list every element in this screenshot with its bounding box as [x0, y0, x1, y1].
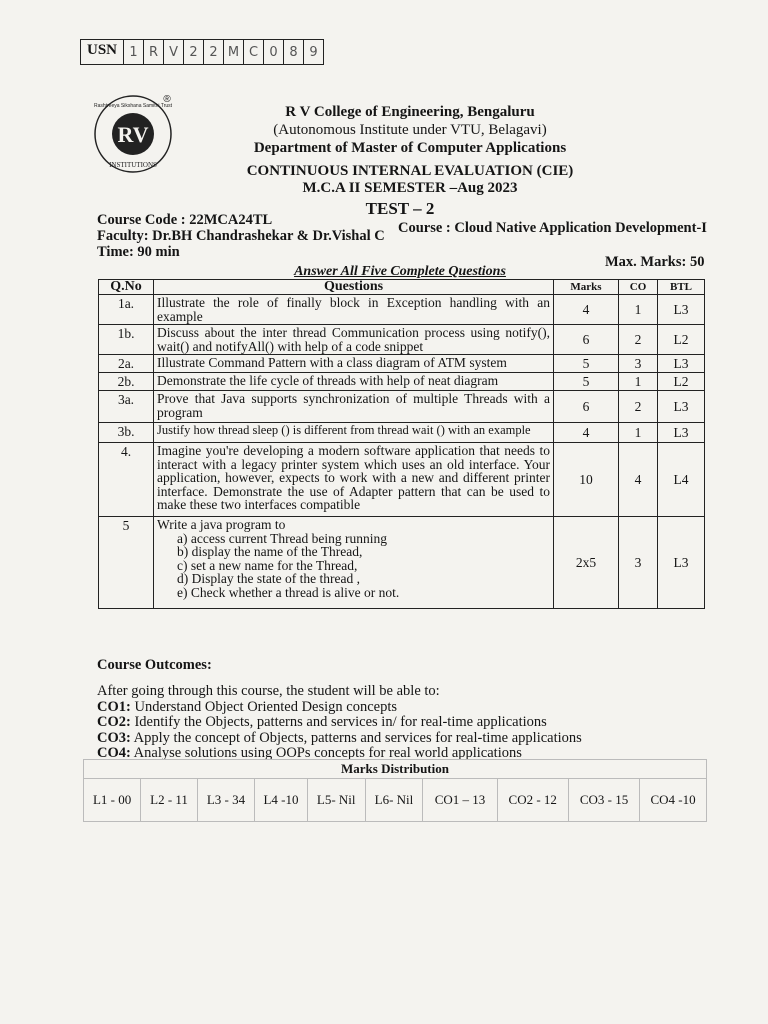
- course-outcome-item: [97, 715, 657, 731]
- marks-cell: CO3 - 15: [568, 779, 639, 822]
- q-co: 3: [619, 355, 658, 373]
- co-text: Analyse solutions using OOPs concepts for real world applications: [130, 745, 522, 761]
- q-marks: 10: [554, 443, 619, 517]
- co-text: Understand Object Oriented Design concepts: [130, 698, 397, 715]
- marks-cell: L4 -10: [255, 779, 308, 822]
- q-btl: L3: [658, 355, 705, 373]
- q5-item: d) Display the state of the thread ,: [177, 571, 360, 586]
- q-marks: 5: [554, 355, 619, 373]
- marks-distribution-table: [83, 759, 707, 822]
- course-outcomes-intro: After going through this course, the student will be able to:: [97, 683, 440, 699]
- header-btl: BTL: [658, 280, 705, 295]
- q-btl: L2: [658, 373, 705, 391]
- q-btl: L3: [658, 295, 705, 325]
- q-co: 3: [619, 517, 658, 609]
- q-btl: L4: [658, 443, 705, 517]
- q-co: 1: [619, 295, 658, 325]
- q5-item: b) display the name of the Thread,: [177, 544, 363, 559]
- marks-cell: L6- Nil: [365, 779, 423, 822]
- co-code: CO1:: [97, 698, 131, 715]
- q-text: Discuss about the inter thread Communication process using notify(), wait() and notifyAll() with help of a code snippet: [154, 325, 554, 355]
- table-row: [99, 325, 705, 355]
- q5-intro: Write a java program to: [157, 517, 286, 532]
- usn-cell: 8: [284, 40, 304, 64]
- q-co: 2: [619, 325, 658, 355]
- faculty: Faculty: Dr.BH Chandrashekar & Dr.Vishal C: [97, 228, 385, 244]
- q-text: Imagine you're developing a modern software application that needs to interact with a legacy printer system which uses an old interface. Your application, however, expects to work with a new and different printer interface. Demonstrate the use of Adapter pattern that can be used to make these two interfaces compatible: [154, 443, 554, 517]
- affiliation: (Autonomous Institute under VTU, Belagavi): [273, 122, 547, 138]
- marks-cell: CO4 -10: [640, 779, 707, 822]
- q-marks: 6: [554, 391, 619, 423]
- course-code: Course Code : 22MCA24TL: [97, 212, 273, 228]
- usn-cell: 0: [264, 40, 284, 64]
- logo-letters: RV: [117, 122, 149, 147]
- college-header: [180, 103, 640, 157]
- header-marks: Marks: [554, 280, 619, 295]
- q-marks: 5: [554, 373, 619, 391]
- college-name: R V College of Engineering, Bengaluru: [285, 104, 535, 120]
- q-marks: 4: [554, 295, 619, 325]
- q-number: 5: [99, 517, 154, 609]
- usn-cell: 9: [309, 45, 318, 60]
- max-marks: Max. Marks: 50: [605, 254, 705, 270]
- usn-cell: M: [224, 40, 244, 64]
- college-logo: [92, 93, 174, 175]
- q-btl: L3: [658, 391, 705, 423]
- table-header-row: [99, 280, 705, 295]
- q-number: 2a.: [99, 355, 154, 373]
- logo-arc-bottom: INSTITUTIONS: [109, 161, 157, 169]
- q-text: Justify how thread sleep () is different from thread wait () with an example: [154, 423, 554, 443]
- q-marks: 2x5: [554, 517, 619, 609]
- course-name: Course : Cloud Native Application Development-I: [398, 220, 707, 236]
- time: Time: 90 min: [97, 244, 180, 260]
- course-outcomes-title: Course Outcomes:: [97, 657, 212, 673]
- q-text: Demonstrate the life cycle of threads with help of neat diagram: [154, 373, 554, 391]
- instructions: Answer All Five Complete Questions: [294, 264, 506, 279]
- q-number: 1b.: [99, 325, 154, 355]
- registered-mark: ®: [163, 94, 171, 105]
- q-co: 1: [619, 373, 658, 391]
- co-text: Identify the Objects, patterns and services in/ for real-time applications: [130, 714, 547, 730]
- header-qno: Q.No: [99, 280, 154, 295]
- course-outcome-item: [97, 731, 657, 747]
- q5-text: [154, 517, 554, 609]
- header-questions: Questions: [154, 280, 554, 295]
- q5-item: c) set a new name for the Thread,: [177, 557, 358, 573]
- q-co: 4: [619, 443, 658, 517]
- exam-title: CONTINUOUS INTERNAL EVALUATION (CIE): [246, 163, 574, 179]
- table-row: [99, 355, 705, 373]
- q-text: Illustrate Command Pattern with a class diagram of ATM system: [154, 355, 554, 373]
- usn-cell: C: [244, 40, 264, 64]
- usn-cell: 1: [124, 40, 144, 64]
- marks-cell: L1 - 00: [84, 779, 141, 822]
- marks-cell: L2 - 11: [141, 779, 198, 822]
- usn-cell: 2: [204, 40, 224, 64]
- q-text: Prove that Java supports synchronization of multiple Threads with a program: [154, 391, 554, 423]
- table-row: [99, 295, 705, 325]
- co-code: CO2:: [97, 714, 131, 730]
- co-text: Apply the concept of Objects, patterns and services for real-time applications: [130, 729, 582, 746]
- q-number: 2b.: [99, 373, 154, 391]
- table-row: [99, 391, 705, 423]
- q-btl: L3: [658, 423, 705, 443]
- q-co: 2: [619, 391, 658, 423]
- q-number: 3a.: [99, 391, 154, 423]
- co-code: CO3:: [97, 729, 131, 746]
- marks-cell: L3 - 34: [197, 779, 254, 822]
- test-number: TEST – 2: [365, 199, 435, 218]
- table-row: [99, 423, 705, 443]
- course-outcomes-list: [97, 684, 657, 762]
- marks-cell: CO1 – 13: [423, 779, 497, 822]
- exam-title-block: [180, 163, 640, 197]
- questions-table: [98, 279, 705, 609]
- q-marks: 4: [554, 423, 619, 443]
- marks-distribution-row: [84, 779, 707, 822]
- q-number: 1a.: [99, 295, 154, 325]
- marks-cell: CO2 - 12: [497, 779, 568, 822]
- usn-cell: V: [164, 40, 184, 64]
- logo-arc-top: Rashtreeya Sikshana Samithi Trust: [93, 103, 173, 109]
- marks-distribution-title: Marks Distribution: [84, 760, 707, 779]
- usn-box: [80, 39, 324, 65]
- co-code: CO4:: [97, 745, 131, 761]
- q-btl: L3: [658, 517, 705, 609]
- header-co: CO: [619, 280, 658, 295]
- table-row: [99, 443, 705, 517]
- table-row: [99, 517, 705, 609]
- usn-cell: R: [144, 40, 164, 64]
- usn-cell: 2: [184, 40, 204, 64]
- q5-item: e) Check whether a thread is alive or not.: [177, 584, 400, 600]
- q-text: Illustrate the role of finally block in Exception handling with an example: [154, 295, 554, 325]
- q-marks: 6: [554, 325, 619, 355]
- department: Department of Master of Computer Applications: [253, 140, 567, 156]
- course-outcome-item: [97, 700, 657, 716]
- q5-item: a) access current Thread being running: [177, 530, 388, 546]
- semester: M.C.A II SEMESTER –Aug 2023: [302, 180, 518, 196]
- table-row: [99, 373, 705, 391]
- q-number: 4.: [99, 443, 154, 517]
- q-co: 1: [619, 423, 658, 443]
- q-btl: L2: [658, 325, 705, 355]
- q-number: 3b.: [99, 423, 154, 443]
- usn-label: USN: [81, 40, 124, 64]
- marks-cell: L5- Nil: [307, 779, 365, 822]
